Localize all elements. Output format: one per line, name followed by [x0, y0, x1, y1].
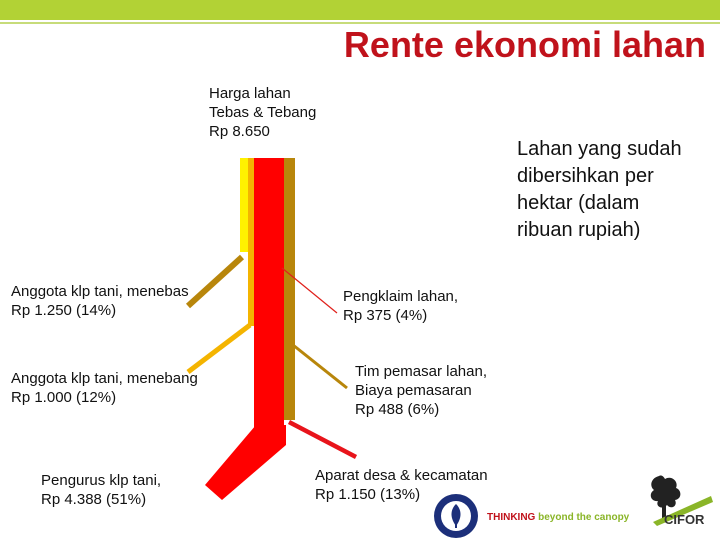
- cifor-wordmark: CIFOR: [664, 512, 705, 527]
- flow-label-line: Anggota klp tani, menebas: [11, 283, 189, 300]
- flow-label-line: Biaya pemasaran: [355, 382, 472, 399]
- description-line: dibersihkan per: [517, 165, 654, 187]
- flow-label-line: Rp 4.388 (51%): [41, 491, 147, 508]
- flow-branch-pengurus: [205, 425, 286, 500]
- flow-label-line: Rp 375 (4%): [343, 307, 428, 324]
- flow-strip-brown: [283, 158, 295, 420]
- description-line: Lahan yang sudah: [517, 138, 682, 160]
- flow-branch-menebas: [188, 257, 242, 306]
- source-label: [209, 84, 316, 141]
- flow-label-line: Rp 1.150 (13%): [315, 486, 421, 503]
- flow-branch-menebang: [188, 325, 250, 372]
- flow-label-pengklaim: [343, 287, 458, 325]
- source-line: Rp 8.650: [209, 123, 270, 140]
- flow-label-line: Rp 1.000 (12%): [11, 389, 117, 406]
- ipb-seal-icon: [432, 492, 480, 540]
- flow-label-line: Pengklaim lahan,: [343, 288, 459, 305]
- source-line: Tebas & Tebang: [209, 104, 317, 121]
- description-line: ribuan rupiah): [517, 219, 641, 241]
- flow-label-pengurus: [41, 471, 161, 509]
- flow-label-line: Rp 488 (6%): [355, 401, 440, 418]
- description-line: hektar (dalam: [517, 192, 640, 214]
- flow-branch-aparat: [289, 422, 356, 457]
- source-line: Harga lahan: [209, 85, 291, 102]
- flow-label-line: Tim pemasar lahan,: [355, 363, 487, 380]
- flow-label-line: Aparat desa & kecamatan: [315, 467, 488, 484]
- flow-label-pemasar: [355, 362, 487, 419]
- flow-label-menebas: [11, 282, 189, 320]
- flow-trunk-red: [254, 158, 284, 440]
- tagline: [487, 512, 629, 523]
- flow-branch-pemasar: [293, 345, 347, 388]
- tagline-thinking: THINKING: [487, 512, 536, 523]
- flow-label-line: Rp 1.250 (14%): [11, 302, 117, 319]
- flow-label-menebang: [11, 369, 198, 407]
- page-title: Rente ekonomi lahan: [343, 24, 706, 65]
- flow-label-line: Pengurus klp tani,: [41, 472, 162, 489]
- flow-label-line: Anggota klp tani, menebang: [11, 370, 198, 387]
- tagline-rest: beyond the canopy: [535, 512, 630, 523]
- description-box: [517, 136, 682, 244]
